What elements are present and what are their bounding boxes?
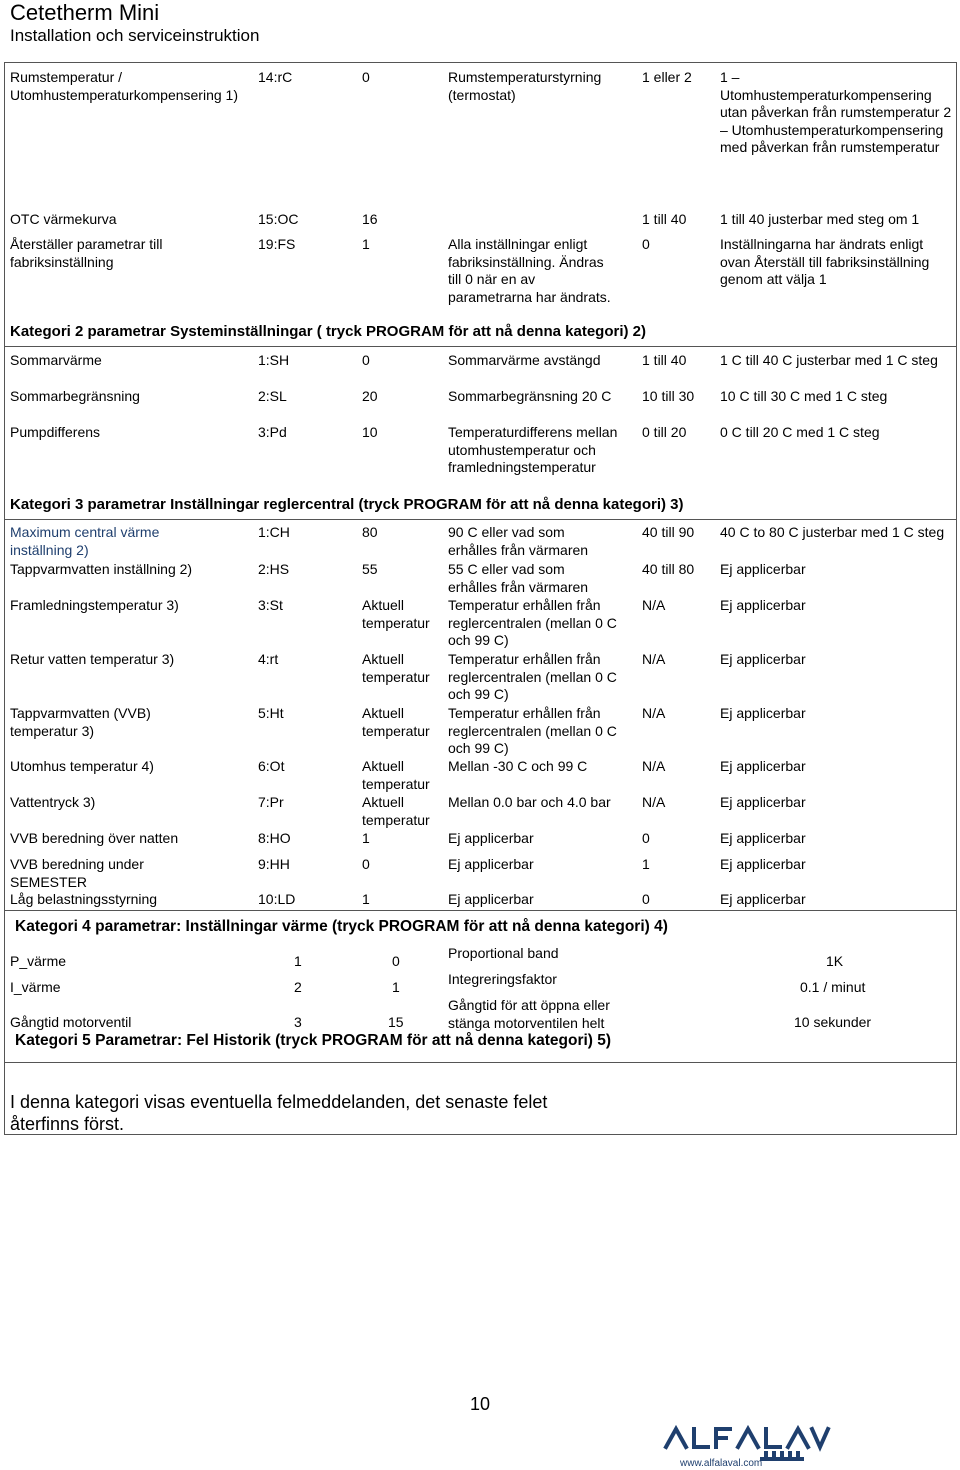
param-code: 7:Pr (258, 794, 284, 810)
category-4-heading: Kategori 4 parametrar: Inställningar värme (tryck PROGRAM för att nå denna kategori) 4) (15, 918, 668, 935)
param-default: 0 (362, 352, 370, 368)
param-name: Låg belastningsstyrning (10, 891, 158, 907)
param-name: P_värme (10, 953, 67, 969)
param-range: N/A (642, 705, 666, 721)
param-default: Aktuell temperatur (362, 705, 430, 739)
param-note: Ej applicerbar (720, 705, 806, 721)
param-default: Aktuell temperatur (362, 651, 430, 685)
param-value: 10 sekunder (794, 1014, 872, 1030)
param-code: 1:CH (258, 524, 290, 540)
param-name: Framledningstemperatur 3) (10, 597, 179, 613)
table-divider (4, 519, 957, 520)
param-default: 1 (362, 236, 370, 252)
param-range: 10 till 30 (642, 388, 695, 404)
table-divider (4, 910, 957, 911)
category-5-heading: Kategori 5 Parametrar: Fel Historik (tryck PROGRAM för att nå denna kategori) 5) (15, 1032, 612, 1049)
param-a: 1 (294, 953, 302, 969)
param-note: Ej applicerbar (720, 758, 806, 774)
table-divider (4, 346, 957, 347)
param-desc: Sommarbegränsning 20 C (448, 388, 612, 404)
param-desc: Gångtid för att öppna eller stänga motorventilen helt (448, 997, 610, 1031)
param-note: Ej applicerbar (720, 830, 806, 846)
param-code: 6:Ot (258, 758, 285, 774)
param-code: 2:SL (258, 388, 287, 404)
document-title: Cetetherm Mini (10, 0, 160, 25)
param-default: Aktuell temperatur (362, 597, 430, 631)
param-range: N/A (642, 651, 666, 667)
param-code: 4:rt (258, 651, 279, 667)
param-note: 10 C till 30 C med 1 C steg (720, 388, 888, 404)
param-note: Ej applicerbar (720, 561, 806, 577)
param-name: Vattentryck 3) (10, 794, 96, 810)
param-range: N/A (642, 758, 666, 774)
param-note: Ej applicerbar (720, 856, 806, 872)
param-note: Inställningarna har ändrats enligt ovan Återställ till fabriksinställning genom att välja 1 (720, 236, 930, 287)
param-range: 1 (642, 856, 650, 872)
param-default: 10 (362, 424, 378, 440)
param-range: 1 till 40 (642, 211, 687, 227)
param-code: 9:HH (258, 856, 290, 872)
param-b: 15 (388, 1014, 404, 1030)
param-desc: Temperatur erhållen från reglercentralen (mellan 0 C och 99 C) (448, 597, 617, 648)
param-desc: Mellan 0.0 bar och 4.0 bar (448, 794, 611, 810)
param-name: Gångtid motorventil (10, 1014, 132, 1030)
param-name: VVB beredning över natten (10, 830, 179, 846)
param-name: Maximum central värme inställning 2) (10, 524, 160, 558)
param-name: Pumpdifferens (10, 424, 101, 440)
param-desc: Mellan -30 C och 99 C (448, 758, 588, 774)
param-note: 0 C till 20 C med 1 C steg (720, 424, 880, 440)
param-name: OTC värmekurva (10, 211, 117, 227)
param-b: 1 (392, 979, 400, 995)
param-value: 1K (826, 953, 844, 969)
param-b: 0 (392, 953, 400, 969)
param-desc: Integreringsfaktor (448, 971, 557, 987)
param-code: 2:HS (258, 561, 290, 577)
table-divider (4, 1062, 957, 1063)
param-code: 14:rC (258, 69, 293, 85)
param-desc: Ej applicerbar (448, 891, 534, 907)
category-5-text: I denna kategori visas eventuella felmeddelanden, det senaste felet återfinns först. (10, 1092, 548, 1134)
param-name: Tappvarmvatten (VVB) temperatur 3) (10, 705, 151, 739)
param-code: 3:Pd (258, 424, 287, 440)
param-name: Tappvarmvatten inställning 2) (10, 561, 193, 577)
param-range: 0 (642, 891, 650, 907)
category-3-heading: Kategori 3 parametrar Inställningar reglercentral (tryck PROGRAM för att nå denna kategori) 3) (10, 496, 684, 513)
param-code: 10:LD (258, 891, 296, 907)
param-default: 0 (362, 856, 370, 872)
param-name: Sommarvärme (10, 352, 102, 368)
param-range: N/A (642, 794, 666, 810)
param-range: 40 till 80 (642, 561, 695, 577)
param-name: Utomhus temperatur 4) (10, 758, 154, 774)
param-a: 3 (294, 1014, 302, 1030)
param-default: 80 (362, 524, 378, 540)
param-note: Ej applicerbar (720, 651, 806, 667)
param-range: N/A (642, 597, 666, 613)
param-desc: Alla inställningar enligt fabriksinställning. Ändras till 0 när en av parametrarna har ändrats. (448, 236, 611, 305)
param-default: 0 (362, 69, 370, 85)
param-desc: 90 C eller vad som erhålles från värmaren (448, 524, 589, 558)
alfa-laval-logo-icon (662, 1423, 832, 1463)
param-name: I_värme (10, 979, 61, 995)
param-desc: Rumstemperaturstyrning (termostat) (448, 69, 602, 103)
param-default: 1 (362, 891, 370, 907)
param-range: 1 eller 2 (642, 69, 692, 85)
param-range: 0 (642, 236, 650, 252)
param-note: 1 till 40 justerbar med steg om 1 (720, 211, 920, 227)
param-note: 40 C to 80 C justerbar med 1 C steg (720, 524, 945, 540)
param-desc: Proportional band (448, 945, 559, 961)
param-desc: Temperatur erhållen från reglercentralen (mellan 0 C och 99 C) (448, 705, 617, 756)
param-default: 20 (362, 388, 378, 404)
param-note: Ej applicerbar (720, 794, 806, 810)
param-desc: 55 C eller vad som erhålles från värmaren (448, 561, 589, 595)
param-range: 40 till 90 (642, 524, 695, 540)
param-range: 1 till 40 (642, 352, 687, 368)
param-default: Aktuell temperatur (362, 794, 430, 828)
param-name: Sommarbegränsning (10, 388, 140, 404)
param-desc: Ej applicerbar (448, 856, 534, 872)
param-code: 1:SH (258, 352, 290, 368)
param-default: 1 (362, 830, 370, 846)
param-note: 1 C till 40 C justerbar med 1 C steg (720, 352, 938, 368)
document-subtitle: Installation och serviceinstruktion (10, 26, 260, 45)
param-note: 1 – Utomhustemperaturkompensering utan påverkan från rumstemperatur 2 – Utomhustemperaturkompensering med påverkan från rumstemperatur (720, 69, 952, 155)
param-code: 5:Ht (258, 705, 284, 721)
param-code: 19:FS (258, 236, 296, 252)
param-range: 0 (642, 830, 650, 846)
param-range: 0 till 20 (642, 424, 687, 440)
param-name: VVB beredning under SEMESTER (10, 856, 144, 890)
param-code: 15:OC (258, 211, 299, 227)
page-number: 10 (470, 1394, 491, 1414)
param-default: Aktuell temperatur (362, 758, 430, 792)
param-code: 3:St (258, 597, 283, 613)
param-a: 2 (294, 979, 302, 995)
param-name: Återställer parametrar till fabriksinställning (10, 236, 163, 270)
website-url: www.alfalaval.com (680, 1458, 763, 1469)
param-name: Retur vatten temperatur 3) (10, 651, 175, 667)
param-value: 0.1 / minut (800, 979, 866, 995)
param-desc: Temperatur erhållen från reglercentralen (mellan 0 C och 99 C) (448, 651, 617, 702)
param-desc: Temperaturdifferens mellan utomhustemperatur och framledningstemperatur (448, 424, 618, 475)
param-desc: Sommarvärme avstängd (448, 352, 601, 368)
param-name: Rumstemperatur / Utomhustemperaturkompensering 1) (10, 69, 238, 103)
param-default: 55 (362, 561, 378, 577)
param-desc: Ej applicerbar (448, 830, 534, 846)
param-note: Ej applicerbar (720, 597, 806, 613)
category-2-heading: Kategori 2 parametrar Systeminställningar ( tryck PROGRAM för att nå denna kategori) 2) (10, 323, 646, 340)
param-note: Ej applicerbar (720, 891, 806, 907)
param-default: 16 (362, 211, 378, 227)
param-code: 8:HO (258, 830, 291, 846)
